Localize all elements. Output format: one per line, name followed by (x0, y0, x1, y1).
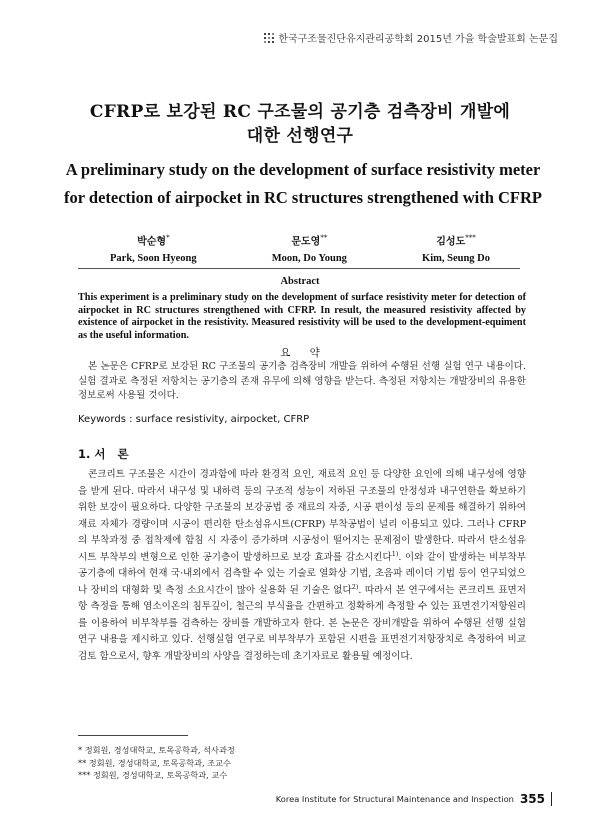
author-3 (422, 230, 490, 267)
reference-2-link[interactable]: 2) (351, 582, 359, 591)
section-1-heading: 1. 서 론 (78, 447, 129, 461)
author-3-mark: *** (465, 234, 476, 242)
header-text: 한국구조물진단유지관리공학회 2015년 가을 학술발표회 논문집 (278, 34, 558, 45)
footnotes (78, 744, 235, 782)
footer-publisher: Korea Institute for Structural Maintenance and Inspection (275, 794, 514, 804)
english-title-line-1: A preliminary study on the development of surface resistivity meter (65, 160, 541, 179)
english-title (48, 156, 558, 212)
author-1-mark: * (166, 234, 170, 242)
intro-text-part-1: 콘크리트 구조물은 시간이 경과함에 따라 환경적 요인, 재료적 요인 등 다양한 요인에 의해 내구성에 영향을 받게 된다. 따라서 내구성 및 내하력 등의 구조적 성능이 저하된 구조물의 안정성과 내구연한을 확보하기 위한 보강이 필요하다. 다양한 구조물의 보강공법 중 재료의 자중, 시공 편이성 등의 문제를 해결하기 위하여 재료 자체가 경량이며 시공이 편리한 탄소섬유시트(CFRP) 부착공법이 널리 이용되고 있다. 그러나 CFRP의 부착과정 중 접착제에 함침 시 자중이 증가하며 시공성이 떨어지는 문제점이 발생한다. 따라서 탄소섬유시트 부착부의 변형으로 인한 공기층이 발생하므로 보강 효과를 감소시킨다 (78, 469, 526, 563)
intro-text-part-3: . 따라서 본 연구에서는 콘크리트 표면저항 측정을 통해 염소이온의 침투깊이, 철근의 부식율을 간편하고 정확하게 측정할 수 있는 표면전기저항원리를 이용하여 비부착부를 검측하는 장비를 개발하고자 한다. 본 논문은 장비개발을 위하여 수행된 선행 실험 연구 내용을 제시하고 있다. 선행실험 연구로 비부착부가 포함된 시편을 표면전기저항장치로 측정하여 비교검토 함으로서, 향후 개발장비의 사양을 결정하는데 초기자료로 활용될 예정이다. (78, 584, 526, 662)
keywords: Keywords : surface resistivity, airpocket, CFRP (78, 414, 310, 425)
author-2-mark: ** (320, 234, 328, 242)
korean-title-line-2: 대한 선행연구 (246, 126, 354, 146)
author-2 (272, 230, 347, 267)
introduction-paragraph (78, 467, 526, 665)
author-2-korean-name: 문도영 (291, 236, 321, 248)
footnote-divider (78, 735, 188, 736)
korean-title (50, 100, 550, 148)
footnote-2: ** 정회원, 경성대학교, 토목공학과, 조교수 (78, 757, 231, 768)
korean-abstract-body: 본 논문은 CFRP로 보강된 RC 구조물의 공기층 검측장비 개발을 위하여 수행된 선행 실험 연구 내용이다. 실험 결과로 측정된 저항치는 공기층의 존재 유무에 의해 영향을 받는다. 측정된 저항치는 개발장비의 유용한 정보로써 사용될 것이다. (78, 361, 526, 401)
author-divider (78, 268, 520, 269)
running-header (264, 30, 558, 45)
korean-title-line-1: CFRP로 보강된 RC 구조물의 공기층 검측장비 개발에 (89, 102, 511, 122)
author-list (110, 230, 490, 267)
footnote-3: *** 정회원, 경성대학교, 토목공학과, 교수 (78, 770, 228, 780)
intro-text-part-2: . 이와 같이 발생하는 비부착부 공기층에 대하여 현재 국·내외에서 검측할 수 있는 기술로 열화상 기법, 초음파 레이더 기법 등이 연구되었으나 장비의 대형화 및 측정 소요시간이 많아 실용화 된 기술은 없다 (78, 551, 527, 596)
page-footer (276, 792, 552, 806)
author-1 (110, 230, 197, 267)
abstract-body: This experiment is a preliminary study on the development of surface resistivity meter for detection of airpocket in RC structures strengthened with CFRP. In result, the measured resistivity affected by existence of airpocket in the resistivity. Measured resistivity will be used to the development-equiment as the useful information. (78, 292, 526, 341)
author-1-korean-name: 박순형 (137, 236, 167, 248)
page-number: 355 (519, 792, 545, 806)
english-title-line-2: for detection of airpocket in RC structures strengthened with CFRP (64, 188, 542, 207)
dotted-square-logo-icon (264, 33, 274, 43)
author-3-english-name: Kim, Seung Do (422, 253, 490, 265)
korean-abstract-title: 요 약 (280, 347, 328, 359)
author-1-english-name: Park, Soon Hyeong (110, 253, 197, 265)
author-2-english-name: Moon, Do Young (271, 253, 347, 265)
abstract-title: Abstract (280, 276, 320, 287)
author-3-korean-name: 김성도 (436, 236, 466, 248)
footer-divider-bar (551, 792, 552, 806)
footnote-1: * 정회원, 경성대학교, 토목공학과, 석사과정 (78, 745, 235, 755)
reference-1-link[interactable]: 1) (391, 549, 399, 558)
